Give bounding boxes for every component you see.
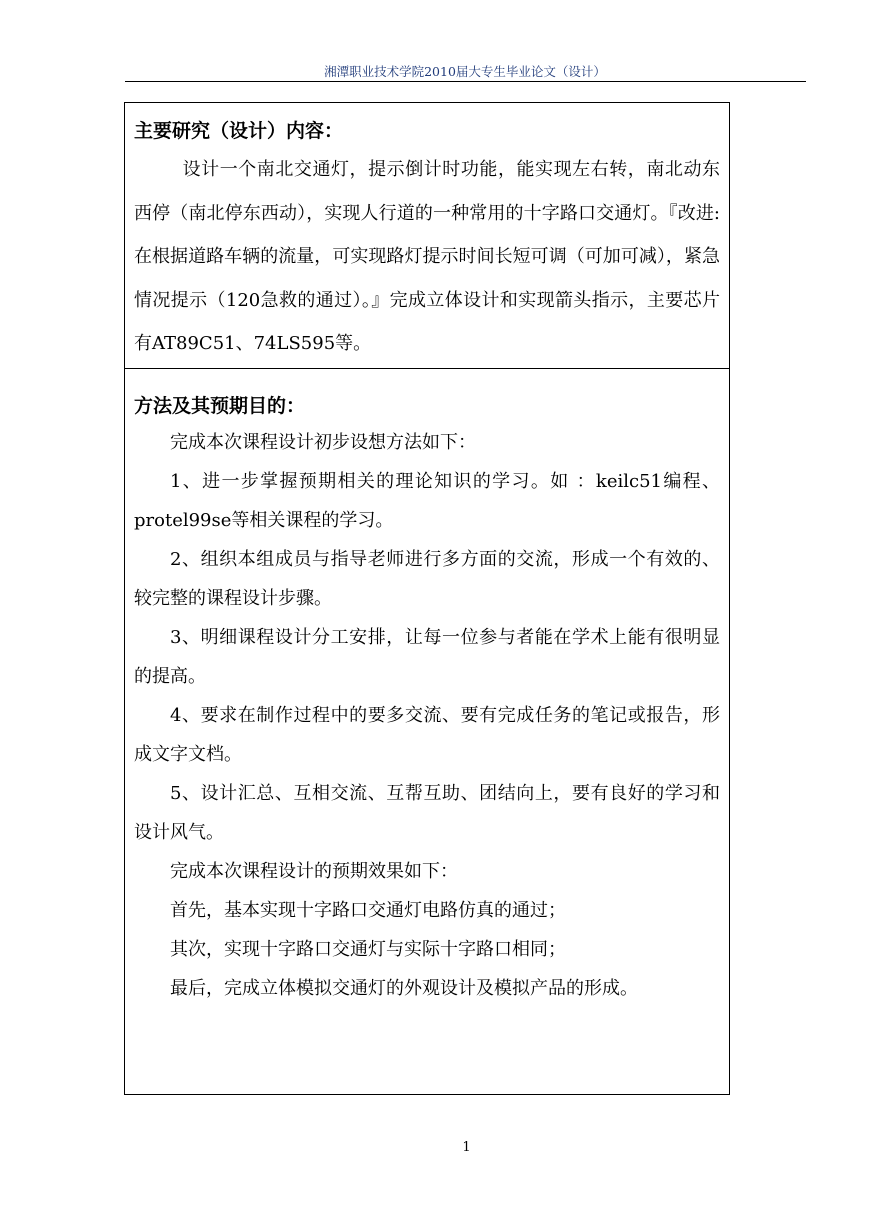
- expected-effects-intro: 完成本次课程设计的预期效果如下：: [170, 861, 458, 882]
- research-content-section: [134, 114, 720, 366]
- research-paragraph: 设计一个南北交通灯，提示倒计时功能，能实现左右转，南北动东西停（南北停东西动），实现人行道的一种常用的十字路口交通灯。『改进:在根据道路车辆的流量，可实现路灯提示时间长短可调（可加可减），紧急情况提示（120急救的通过）。』完成立体设计和实现箭头指示，主要芯片有AT89C51、74LS595等。: [134, 159, 720, 354]
- method-paragraph-4: 4、要求在制作过程中的要多交流、要有完成任务的笔记或报告，形成文字文档。: [134, 705, 720, 765]
- expected-effect-second: 其次，实现十字路口交通灯与实际十字路口相同；: [170, 939, 566, 960]
- cell-divider: [125, 368, 729, 369]
- method-section: [134, 389, 720, 1008]
- method-paragraph-1: 1、进一步掌握预期相关的理论知识的学习。如 ：keilc51编程、protel99se等相关课程的学习。: [134, 471, 720, 531]
- method-paragraph-3: 3、明细课程设计分工安排，让每一位参与者能在学术上能有很明显的提高。: [134, 627, 720, 687]
- method-paragraph-5: 5、设计汇总、互相交流、互帮互助、团结向上，要有良好的学习和设计风气。: [134, 783, 720, 843]
- page-header: 湘潭职业技术学院2010届大专生毕业论文（设计）: [324, 64, 606, 79]
- header-rule: [125, 81, 806, 82]
- content-table: [124, 102, 730, 1095]
- expected-effect-first: 首先，基本实现十字路口交通灯电路仿真的通过；: [170, 900, 566, 921]
- method-paragraph-intro: 完成本次课程设计初步设想方法如下：: [170, 432, 476, 453]
- page-number: 1: [462, 1140, 471, 1155]
- method-paragraph-2: 2、组织本组成员与指导老师进行多方面的交流，形成一个有效的、较完整的课程设计步骤。: [134, 549, 720, 609]
- expected-effect-last: 最后，完成立体模拟交通灯的外观设计及模拟产品的形成。: [170, 978, 638, 999]
- method-heading: 方法及其预期目的：: [134, 395, 306, 417]
- research-heading: 主要研究（设计）内容：: [134, 120, 344, 142]
